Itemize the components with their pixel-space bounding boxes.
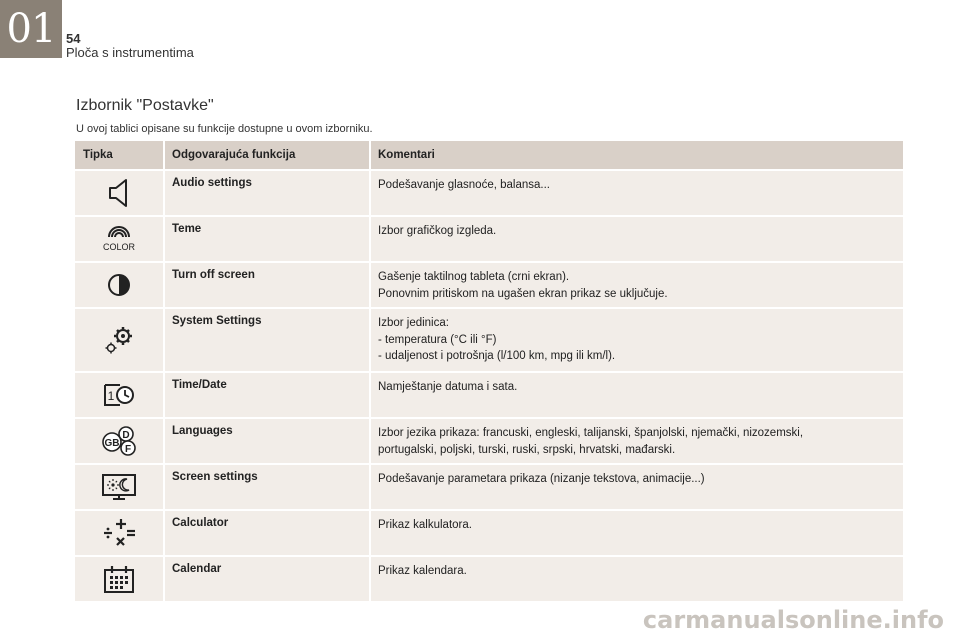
comment — [371, 263, 903, 307]
comment — [371, 511, 903, 555]
half-circle-icon — [75, 263, 165, 307]
table-row — [75, 309, 903, 371]
table-row — [75, 419, 903, 463]
comment-line: portugalski, poljski, turski, ruski, srpski, hrvatski, mađarski. — [378, 443, 676, 456]
screen-settings-icon — [75, 465, 165, 509]
comment-line: Prikaz kalkulatora. — [378, 519, 472, 531]
comment-line: Podešavanje glasnoće, balansa... — [378, 179, 550, 191]
comment — [371, 373, 903, 417]
comment — [371, 557, 903, 601]
function-name: System Settings — [165, 309, 371, 371]
comment-line: Izbor jezika prikaza: francuski, engleski, talijanski, španjolski, njemački, nizozemski, — [378, 427, 804, 439]
comment-line: Gašenje taktilnog tableta (crni ekran). — [378, 271, 570, 283]
comment-line: - udaljenost i potrošnja (l/100 km, mpg ili km/l). — [378, 350, 616, 362]
chapter-number: 01 — [0, 0, 62, 58]
comment — [371, 171, 903, 215]
function-name: Time/Date — [165, 373, 371, 417]
time-date-icon-label: 1 — [107, 389, 115, 403]
function-name: Calculator — [165, 511, 371, 555]
intro-text: U ovoj tablici opisane su funkcije dostupne u ovom izborniku. — [76, 123, 373, 135]
comment — [371, 419, 903, 463]
lang-gb-label: GB — [104, 438, 120, 449]
comment-line: Namještanje datuma i sata. — [378, 381, 518, 393]
header-function: Odgovarajuća funkcija — [165, 141, 371, 169]
page-title: Izbornik "Postavke" — [76, 97, 214, 114]
function-name: Languages — [165, 419, 371, 463]
header-key: Tipka — [75, 141, 165, 169]
function-name: Teme — [165, 217, 371, 261]
page-number: 54 — [66, 31, 81, 46]
calendar-icon — [75, 557, 165, 601]
table-row — [75, 373, 903, 417]
gears-icon — [75, 309, 165, 371]
speaker-icon — [75, 171, 165, 215]
comment-line: - temperatura (°C ili °F) — [378, 333, 497, 346]
table-header-row — [75, 141, 903, 169]
comment-line: Podešavanje parametara prikaza (nizanje tekstova, animacije...) — [378, 473, 705, 485]
comment-line: Izbor grafičkog izgleda. — [378, 225, 497, 237]
function-name: Audio settings — [165, 171, 371, 215]
header-comment: Komentari — [378, 148, 435, 161]
comment-line: Prikaz kalendara. — [378, 565, 467, 577]
function-name: Turn off screen — [165, 263, 371, 307]
time-date-icon — [75, 373, 165, 417]
languages-icon — [75, 419, 165, 463]
theme-color-icon — [75, 217, 165, 261]
table-row — [75, 217, 903, 261]
comment-line: Izbor jedinica: — [378, 317, 449, 329]
section-title: Ploča s instrumentima — [66, 45, 194, 60]
settings-table — [75, 141, 903, 603]
watermark: carmanualsonline.info — [642, 606, 944, 634]
table-row — [75, 511, 903, 555]
function-name: Calendar — [165, 557, 371, 601]
comment — [371, 465, 903, 509]
lang-f-label: F — [124, 444, 132, 455]
lang-d-label: D — [122, 430, 130, 441]
comment — [371, 309, 903, 371]
function-name: Screen settings — [165, 465, 371, 509]
comment — [371, 217, 903, 261]
comment-line: Ponovnim pritiskom na ugašen ekran prikaz se uključuje. — [378, 287, 668, 300]
table-row — [75, 557, 903, 601]
table-row — [75, 263, 903, 307]
table-row — [75, 465, 903, 509]
table-row — [75, 171, 903, 215]
theme-icon-label: COLOR — [102, 242, 136, 252]
calculator-icon — [75, 511, 165, 555]
